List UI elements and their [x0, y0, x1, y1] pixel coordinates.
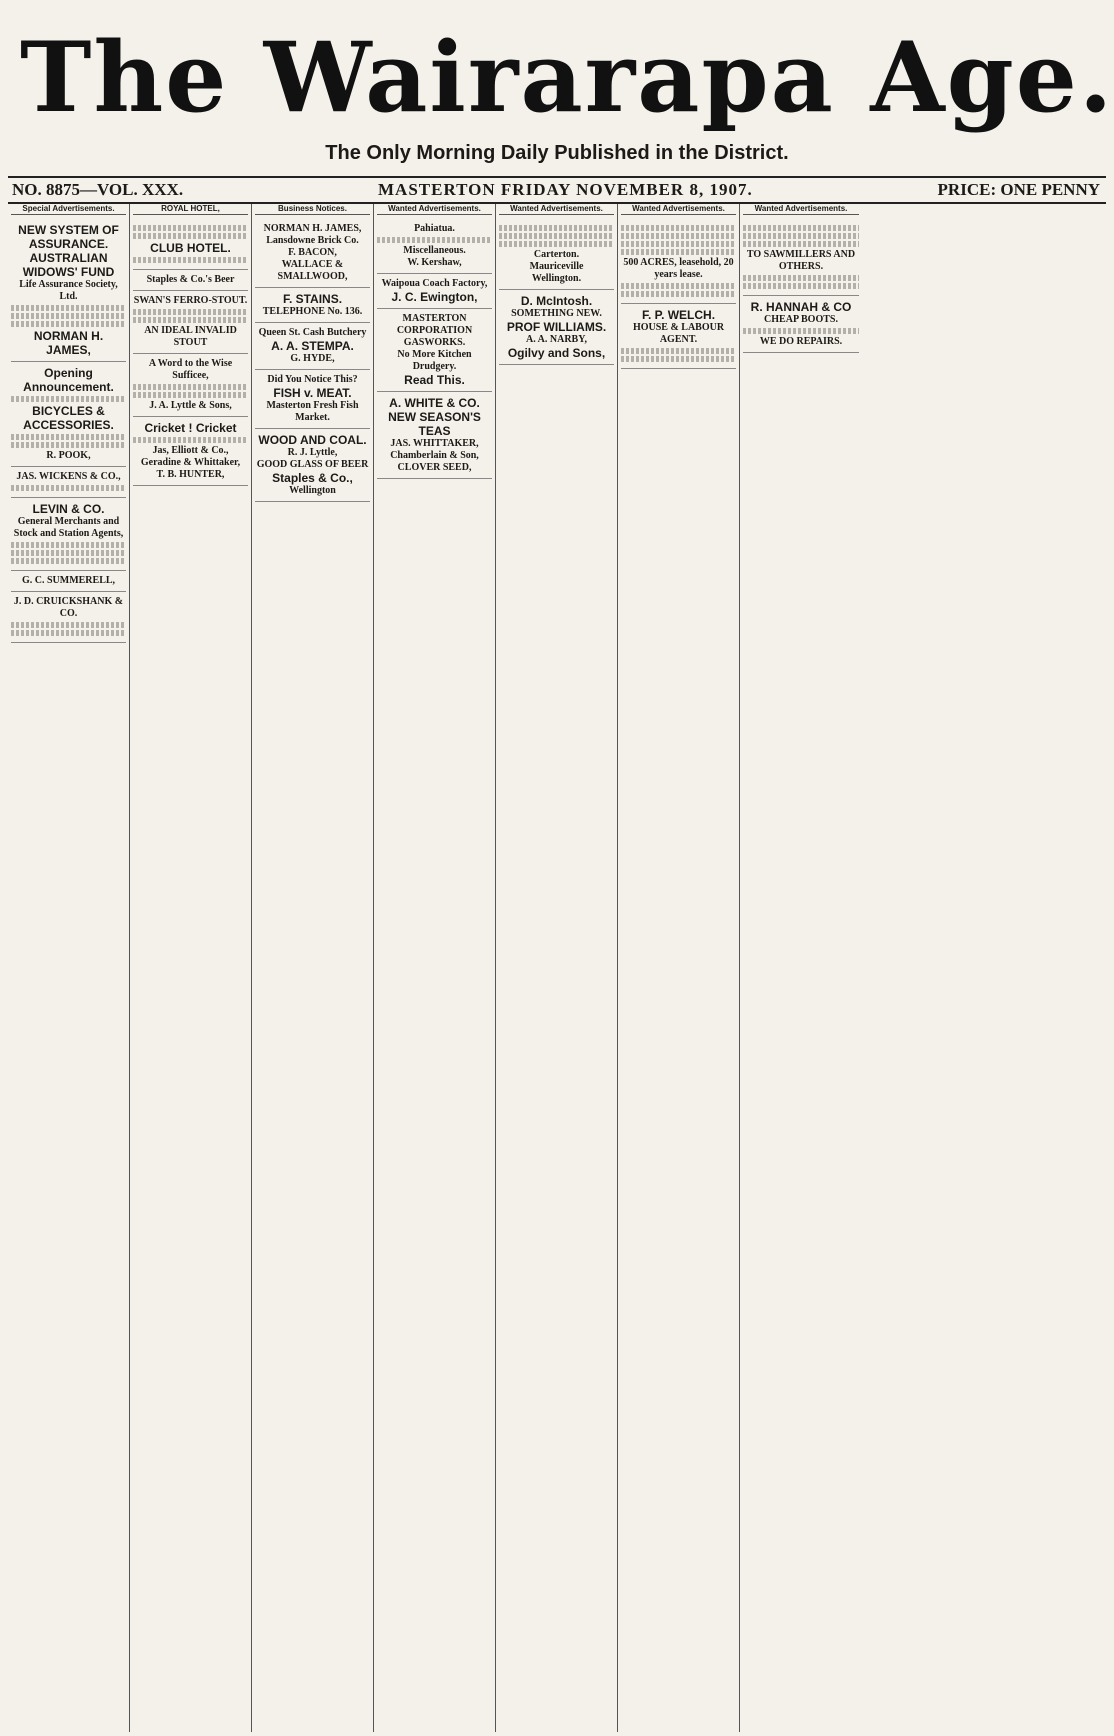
ad-heading: NORMAN H. JAMES,	[33, 329, 104, 357]
ad-heading: NORMAN H. JAMES,	[263, 223, 362, 234]
ad-staples-beer	[133, 270, 248, 291]
ad-heading: Jas, Elliott & Co.,	[152, 445, 229, 456]
ad-heading: MASTERTON CORPORATION GASWORKS.	[396, 313, 473, 348]
ad-stains	[255, 288, 370, 323]
ad-footer: WE DO REPAIRS.	[759, 336, 843, 347]
ad-assurance	[11, 219, 126, 362]
ad-heading: Opening Announcement.	[23, 366, 114, 394]
ad-heading: R. POOK,	[46, 450, 91, 461]
ad-wood	[255, 429, 370, 502]
ad-heading: J. C. Ewington,	[391, 290, 478, 304]
ad-heading: G. C. SUMMERELL,	[21, 575, 116, 586]
issue-number: NO. 8875—VOL. XXX.	[12, 180, 184, 199]
ad-heading: NEW SEASON'S TEAS	[388, 410, 481, 438]
ad-heading: SWAN'S FERRO-STOUT.	[133, 295, 248, 306]
ad-heading: T. B. HUNTER,	[156, 469, 225, 480]
column-7-head: Wanted Advertisements.	[743, 204, 859, 215]
column-2-head: ROYAL HOTEL,	[133, 204, 248, 215]
ad-heading: Cricket ! Cricket	[144, 421, 237, 435]
ad-wickens	[11, 467, 126, 498]
ad-heading: F. STAINS.	[282, 292, 343, 306]
ad-subheading: No More Kitchen Drudgery.	[397, 349, 472, 372]
column-5-head: Wanted Advertisements.	[499, 204, 614, 215]
ad-heading: SOMETHING NEW.	[511, 308, 602, 319]
ad-heading: LEVIN & CO.	[32, 502, 105, 516]
ad-heading: GOOD GLASS OF BEER	[256, 459, 369, 470]
ad-heading: Ogilvy and Sons,	[507, 346, 606, 360]
column-6-head: Wanted Advertisements.	[621, 204, 736, 215]
ad-heading: Masterton Fresh Fish Market.	[266, 400, 359, 423]
ad-james	[255, 219, 370, 288]
ad-heading: A. WHITE & CO.	[389, 396, 480, 410]
ad-heading: R. HANNAH & CO	[750, 300, 852, 314]
section-heading: Mauriceville	[529, 261, 584, 272]
ad-heading: JAS. WICKENS & CO.,	[16, 471, 121, 482]
column-3-head: Business Notices.	[255, 204, 370, 215]
column-5	[496, 204, 618, 1732]
ad-heading: AUSTRALIAN WIDOWS' FUND	[22, 251, 115, 279]
section-heading: Miscellaneous.	[403, 245, 466, 256]
ad-heading: PROF WILLIAMS.	[506, 320, 607, 334]
ad-heading: Staples & Co.'s Beer	[146, 274, 235, 285]
ad-swans	[133, 291, 248, 354]
ad-white	[377, 392, 492, 479]
column-7	[740, 204, 862, 1732]
ad-welch	[621, 304, 736, 369]
column-3	[252, 204, 374, 1732]
ad-heading: Queen St. Cash Butchery	[258, 327, 367, 338]
ad-cruickshank	[11, 592, 126, 643]
ad-subheading: Wellington	[289, 485, 336, 496]
section-heading: Pahiatua.	[414, 223, 455, 234]
ad-wanted	[743, 219, 859, 296]
ad-cricket	[133, 417, 248, 486]
ad-heading: A. A. STEMPA.	[271, 339, 354, 353]
ad-butchery	[255, 323, 370, 370]
ad-gasworks	[377, 309, 492, 392]
ad-heading: Lansdowne Brick Co.	[266, 235, 359, 246]
ad-heading: BICYCLES & ACCESSORIES.	[23, 404, 114, 432]
ad-heading: G. HYDE,	[290, 353, 335, 364]
ad-heading: CLUB HOTEL.	[150, 241, 231, 255]
column-4	[374, 204, 496, 1732]
ad-hotels	[133, 219, 248, 270]
ad-heading: D. McIntosh.	[520, 294, 593, 308]
ad-hannah	[743, 296, 859, 353]
ad-heading: WALLACE & SMALLWOOD,	[277, 259, 348, 282]
masthead-title: The Wairarapa Age.	[20, 21, 1114, 134]
column-4-head: Wanted Advertisements.	[377, 204, 492, 215]
ad-subheading: TELEPHONE No. 136.	[262, 306, 363, 317]
ad-fish	[255, 370, 370, 429]
ad-heading: W. Kershaw,	[407, 257, 462, 268]
ad-subheading: General Merchants and Stock and Station Agents,	[13, 516, 124, 539]
section-heading: Wellington.	[531, 273, 582, 284]
ad-opening	[11, 362, 126, 467]
column-6	[618, 204, 740, 1732]
section-heading: Carterton.	[533, 249, 580, 260]
ad-heading: CLOVER SEED,	[397, 462, 472, 473]
ad-heading: R. J. Lyttle,	[287, 447, 338, 458]
ad-heading: J. D. CRUICKSHANK & CO.	[13, 596, 124, 619]
ad-section	[377, 219, 492, 274]
ad-heading: A Word to the Wise Sufficee,	[148, 358, 233, 381]
ad-heading: Staples & Co.,	[272, 471, 353, 485]
ad-heading: WOOD AND COAL.	[258, 433, 367, 447]
ad-subheading: HOUSE & LABOUR AGENT.	[632, 322, 725, 345]
ad-levin	[11, 498, 126, 571]
ad-heading: JAS. WHITTAKER,	[390, 438, 479, 449]
ad-subheading: AN IDEAL INVALID STOUT	[144, 325, 237, 348]
ad-heading: FISH v. MEAT.	[273, 386, 352, 400]
ad-summerell	[11, 571, 126, 592]
ad-heading: Geradine & Whittaker,	[140, 457, 241, 468]
ad-heading: Read This.	[404, 373, 465, 387]
ad-subheading: Life Assurance Society, Ltd.	[19, 279, 118, 302]
columns	[8, 204, 1106, 1732]
column-2	[130, 204, 252, 1732]
ad-heading: F. BACON,	[288, 247, 337, 258]
ad-heading: Chamberlain & Son,	[390, 450, 479, 461]
ad-mcintosh	[499, 290, 614, 365]
masthead-tagline: The Only Morning Daily Published in the District.	[325, 142, 789, 164]
column-1-head: Special Advertisements.	[11, 204, 126, 215]
ad-word-wise	[133, 354, 248, 417]
ad-wanted	[621, 219, 736, 304]
ad-subheading: CHEAP BOOTS.	[764, 314, 838, 325]
ad-heading: 500 ACRES, leasehold, 20 years lease.	[623, 257, 734, 280]
ad-heading: Did You Notice This?	[267, 374, 358, 385]
issue-price: PRICE: ONE PENNY	[937, 180, 1100, 199]
column-1	[8, 204, 130, 1732]
ad-heading: F. P. WELCH.	[641, 308, 716, 322]
ad-heading: J. A. Lyttle & Sons,	[149, 400, 232, 411]
dateline	[8, 176, 1106, 204]
ad-coach	[377, 274, 492, 309]
ad-wanted	[499, 219, 614, 290]
ad-heading: A. A. NARBY,	[525, 334, 588, 345]
ad-heading: NEW SYSTEM OF ASSURANCE.	[18, 223, 119, 251]
ad-heading: Waipoua Coach Factory,	[381, 278, 488, 289]
issue-date: MASTERTON FRIDAY NOVEMBER 8, 1907.	[378, 180, 753, 199]
ad-heading: TO SAWMILLERS AND OTHERS.	[746, 249, 856, 272]
